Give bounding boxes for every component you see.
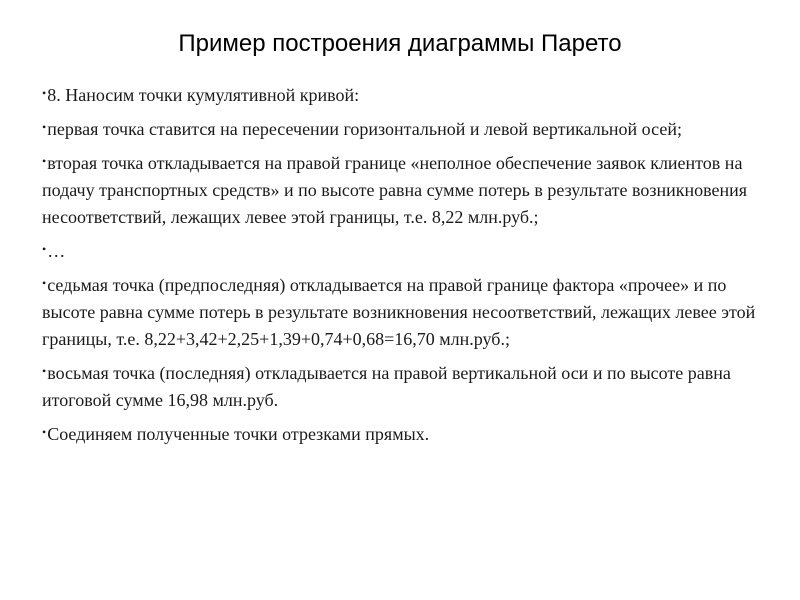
bullet-item [42, 270, 772, 353]
bullet-item [42, 236, 772, 265]
bullet-icon: • [42, 276, 47, 290]
bullet-icon: • [42, 154, 47, 168]
bullet-item [42, 419, 772, 448]
bullet-icon: • [42, 425, 47, 439]
bullet-text: Соединяем полученные точки отрезками прямых. [47, 424, 430, 444]
bullet-item [42, 358, 772, 414]
bullet-text: первая точка ставится на пересечении горизонтальной и левой вертикальной осей; [47, 119, 682, 139]
bullet-item [42, 80, 772, 109]
bullet-icon: • [42, 364, 47, 378]
bullet-item [42, 148, 772, 231]
bullet-text: седьмая точка (предпоследняя) откладывается на правой границе фактора «прочее» и по высоте равна сумме потерь в результате возникновения несоответствий, лежащих левее этой границы, т.е. 8,22+3,42+2,25+1,39+0,74+0,68=16,70 млн.руб.; [42, 275, 756, 349]
bullet-text: восьмая точка (последняя) откладывается на правой вертикальной оси и по высоте равна итоговой сумме 16,98 млн.руб. [42, 363, 731, 410]
slide-title: Пример построения диаграммы Парето [178, 30, 622, 57]
bullet-list [42, 80, 772, 453]
bullet-item [42, 114, 772, 143]
bullet-icon: • [42, 120, 47, 134]
bullet-text: 8. Наносим точки кумулятивной кривой: [47, 85, 360, 105]
bullet-icon: • [42, 86, 47, 100]
bullet-icon: • [42, 242, 47, 256]
bullet-text: вторая точка откладывается на правой границе «неполное обеспечение заявок клиентов на подачу транспортных средств» и по высоте равна сумме потерь в результате возникновения несоответствий, лежащих левее этой границы, т.е. 8,22 млн.руб.; [42, 153, 748, 227]
bullet-text: … [47, 241, 66, 261]
